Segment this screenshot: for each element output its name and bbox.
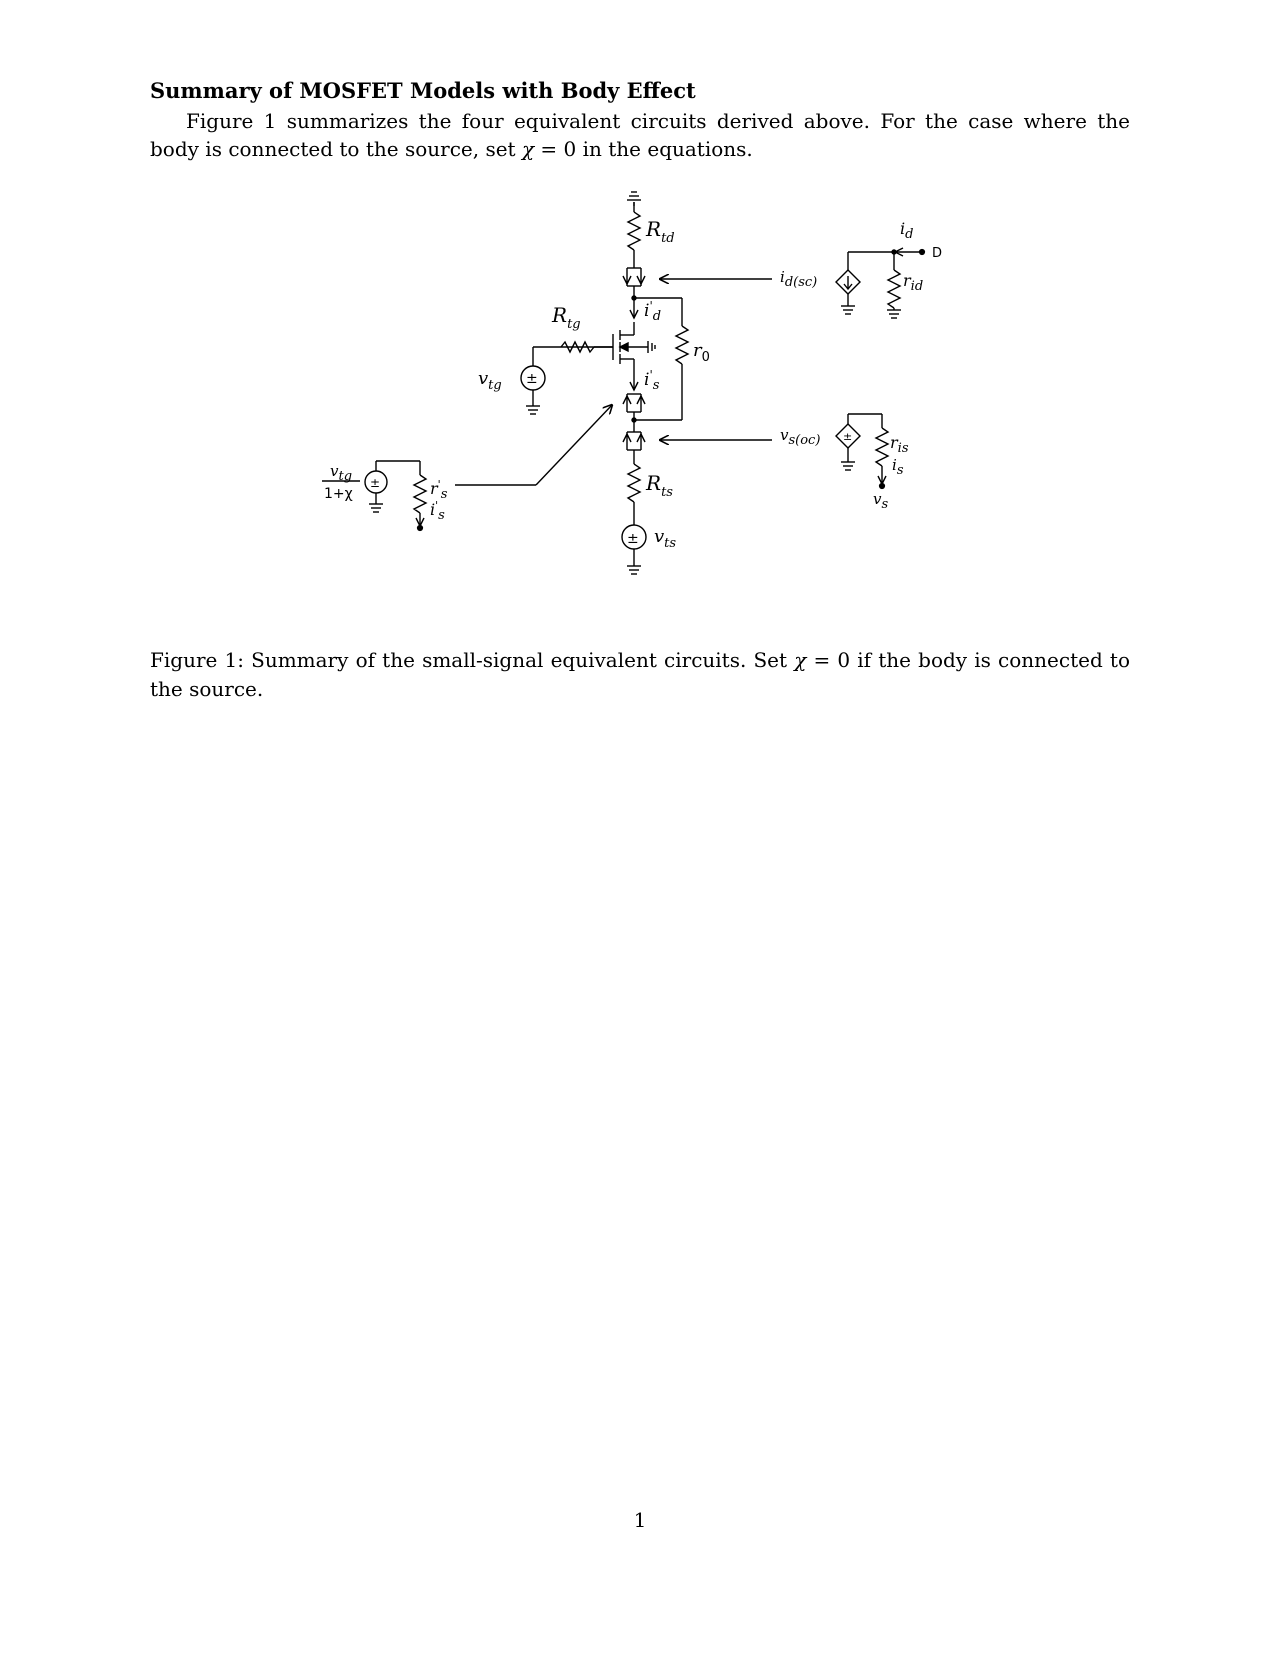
vtg-label: $v_{tg}$ <box>478 368 502 393</box>
ris-label: $r_{is}$ <box>890 433 909 456</box>
id-prime-label: $i'_d$ <box>644 299 662 324</box>
rid-resistor <box>888 270 900 308</box>
vts-label: $v_{ts}$ <box>654 526 677 551</box>
caption-chi: χ <box>794 648 807 672</box>
vtg-source-sign: ± <box>526 371 538 387</box>
is-prime-left-label: $i'_s$ <box>430 499 445 523</box>
ro-label: $r_0$ <box>693 340 710 365</box>
rtg-label: $R_{tg}$ <box>552 303 581 332</box>
rs-prime-resistor <box>414 475 426 513</box>
ro-resistor <box>676 326 688 364</box>
section-heading: Summary of MOSFET Models with Body Effect <box>150 78 696 103</box>
id-sc-label: id(sc) <box>780 268 818 290</box>
is-label: is <box>892 456 904 478</box>
page-number: 1 <box>633 1508 647 1532</box>
paragraph-text-1: Figure 1 summarizes the four equivalent circuits derived above. For the case where the body is connected to the source, set <box>150 109 1130 161</box>
rs-prime-label: $r'_s$ <box>430 478 448 502</box>
id-label: $i_d$ <box>900 219 914 242</box>
vs-source-sign: ± <box>843 430 853 443</box>
rtd-label: $R_{td}$ <box>646 217 675 246</box>
caption-text-1: Figure 1: Summary of the small-signal equivalent circuits. Set <box>150 648 788 672</box>
left-source-sign: ± <box>370 476 381 490</box>
vs-oc-label: vs(oc) <box>780 426 821 448</box>
figure-caption <box>150 646 1130 704</box>
rtd-resistor <box>628 212 640 250</box>
ris-resistor <box>876 428 888 466</box>
frac-num-label: vtg <box>330 462 353 484</box>
rid-label: $r_{id}$ <box>903 271 924 294</box>
paragraph-chi: χ <box>521 137 535 161</box>
is-prime-label: $i'_s$ <box>644 368 660 393</box>
frac-den-label: 1+χ <box>324 486 353 502</box>
vs-label: vs <box>873 490 889 512</box>
rts-label: $R_{ts}$ <box>646 471 673 500</box>
caption-text-2: = 0 if the body is connected to the source. <box>150 648 1131 701</box>
vts-source-sign: ± <box>627 531 639 547</box>
paragraph-text-2: = 0 in the equations. <box>540 137 753 161</box>
drain-terminal-label: D <box>932 246 943 261</box>
rts-resistor <box>628 464 640 502</box>
